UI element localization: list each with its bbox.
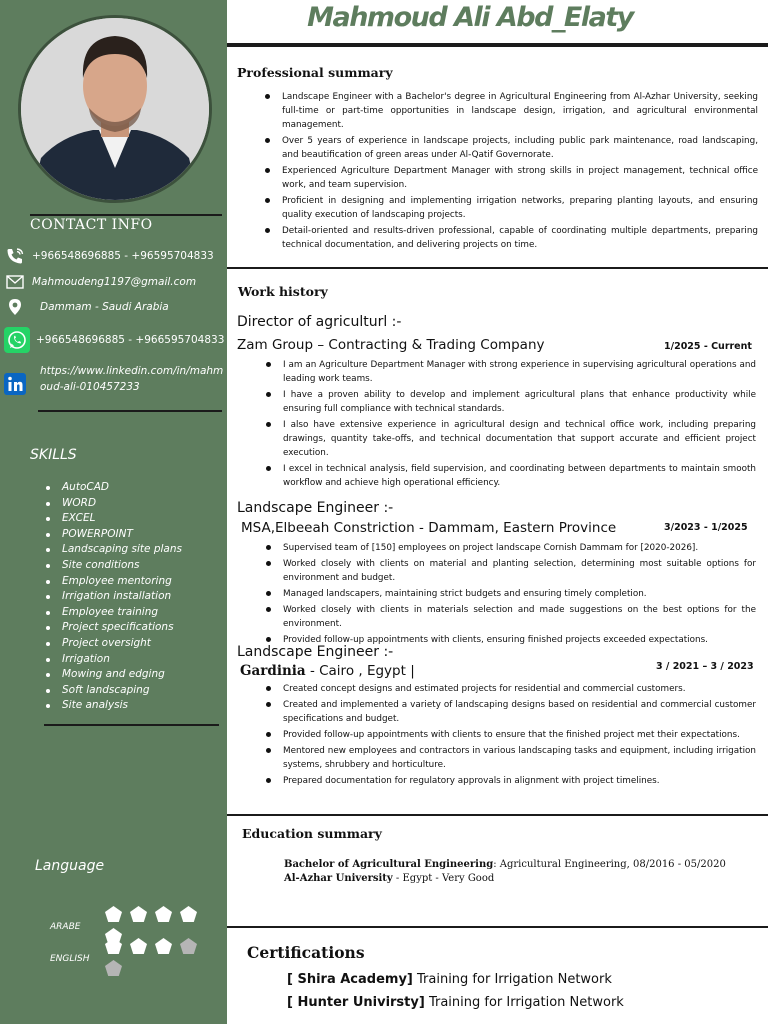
contact-title: CONTACT INFO	[30, 217, 153, 233]
rating-filled-icon	[154, 937, 173, 955]
skill-item: Project oversight	[46, 636, 182, 652]
duty-item: Worked closely with clients on material and planting selection, determining most suitable options for environment and budget.	[263, 557, 756, 585]
duty-item: I have a proven ability to develop and implement agricultural plans that enhance productivity while ensuring full compliance with technical standards.	[263, 388, 756, 416]
education-title: Education summary	[242, 826, 382, 841]
summary-item: Over 5 years of experience in landscape projects, including public park maintenance, road landscaping, and beautification of green areas under Al-Qatif Governorate.	[262, 134, 758, 162]
rating	[104, 937, 227, 981]
rating-filled-icon	[129, 905, 148, 923]
job-company-location: - Cairo , Egypt |	[305, 663, 415, 679]
skills-title: SKILLS	[30, 447, 77, 463]
certification-item	[287, 972, 612, 987]
divider	[38, 410, 222, 412]
degree-name: Bachelor of Agricultural Engineering	[284, 859, 494, 870]
whatsapp-text: +966548696885 - +966595704833	[36, 334, 225, 346]
skill-item: Landscaping site plans	[46, 542, 182, 558]
duty-item: Created concept designs and estimated projects for residential and commercial customers.	[263, 682, 756, 696]
rating-empty-icon	[179, 937, 198, 955]
location-pin-icon	[4, 296, 26, 318]
summary-title: Professional summary	[237, 65, 393, 80]
skill-item: Mowing and edging	[46, 667, 182, 683]
language-name: ENGLISH	[50, 954, 90, 964]
skill-item: Site conditions	[46, 558, 182, 574]
summary-item: Experienced Agriculture Department Manager with strong skills in project management, technical office work, and team supervision.	[262, 164, 758, 192]
skill-item: Employee training	[46, 605, 182, 621]
job-date: 1/2025 - Current	[664, 341, 752, 352]
job-company-name: Gardinia	[240, 663, 306, 679]
duty-item: Managed landscapers, maintaining strict budgets and ensuring timely completion.	[263, 587, 756, 601]
job-title: Director of agriculturl :-	[237, 314, 402, 330]
school-details: - Egypt - Very Good	[392, 873, 495, 884]
skill-item: Project specifications	[46, 620, 182, 636]
language-name: ARABE	[50, 922, 81, 932]
profile-photo-image	[21, 18, 209, 200]
job-company	[241, 520, 616, 536]
cert-course: Training for Irrigation Network	[424, 995, 624, 1010]
envelope-icon	[4, 271, 26, 293]
rating-filled-icon	[104, 937, 123, 955]
job-company-name: MSA,Elbeeah Constriction	[241, 520, 415, 536]
duty-item: Provided follow-up appointments with clients, ensuring finished projects exceeded expectations.	[263, 633, 756, 647]
location-text: Dammam - Saudi Arabia	[40, 301, 169, 313]
job-company-location: - Dammam, Eastern Province	[414, 520, 617, 536]
cert-course: Training for Irrigation Network	[412, 972, 612, 987]
skill-item: Irrigation installation	[46, 589, 182, 605]
email-text: Mahmoudeng1197@gmail.com	[32, 276, 197, 288]
duty-item: Mentored new employees and contractors in various landscaping tasks and equipment, including irrigation systems, shrubbery and horticulture.	[263, 744, 756, 772]
skill-item: Employee mentoring	[46, 574, 182, 590]
job-title: Landscape Engineer :-	[237, 644, 394, 660]
job-duties-list	[263, 358, 756, 492]
duty-item: Provided follow-up appointments with clients to ensure that the finished project met their expectations.	[263, 728, 756, 742]
skill-item: AutoCAD	[46, 480, 182, 496]
job-date: 3 / 2021 – 3 / 2023	[656, 661, 754, 672]
contact-whatsapp[interactable]	[4, 329, 224, 351]
rating-empty-icon	[104, 959, 123, 977]
education-entry	[284, 858, 726, 886]
language-title: Language	[35, 858, 105, 874]
certifications-title: Certifications	[247, 943, 365, 962]
job-duties-list	[263, 541, 756, 649]
sidebar	[0, 0, 227, 1024]
job-duties-list	[263, 682, 756, 790]
duty-item: Prepared documentation for regulatory approvals in alignment with project timelines.	[263, 774, 756, 788]
skill-item: Soft landscaping	[46, 683, 182, 699]
duty-item: Supervised team of [150] employees on project landscape Cornish Dammam for [2020-2026].	[263, 541, 756, 555]
certification-item	[287, 995, 624, 1010]
summary-item: Proficient in designing and implementing irrigation networks, preparing planting layouts, and ensuring quality execution of landscaping projects.	[262, 194, 758, 222]
linkedin-icon	[4, 373, 26, 395]
degree-details: : Agricultural Engineering, 08/2016 - 05/2020	[493, 859, 726, 870]
person-name: Mahmoud Ali Abd_Elaty	[307, 2, 633, 33]
rating-filled-icon	[154, 905, 173, 923]
skill-item: WORD	[46, 496, 182, 512]
language-row-english	[50, 937, 227, 981]
linkedin-url[interactable]: https://www.linkedin.com/in/mahmoud-ali-010457233	[40, 365, 224, 393]
contact-email[interactable]	[4, 271, 196, 293]
duty-item: I am an Agriculture Department Manager with strong experience in supervising agricultural operations and leading work teams.	[263, 358, 756, 386]
whatsapp-icon	[4, 327, 30, 353]
contact-location	[4, 296, 169, 318]
divider	[44, 724, 219, 726]
summary-item: Landscape Engineer with a Bachelor's degree in Agricultural Engineering from Al-Azhar University, seeking full-time or part-time opportunities in landscape design, irrigation, and agricultural environmental management.	[262, 90, 758, 132]
skill-item: EXCEL	[46, 511, 182, 527]
job-title: Landscape Engineer :-	[237, 500, 394, 516]
phone-icon	[4, 245, 26, 267]
profile-photo	[18, 15, 212, 203]
duty-item: I also have extensive experience in agricultural design and technical office work, including preparing drawings, quantity take-offs, and technical documentation that support accurate and efficient project execution.	[263, 418, 756, 460]
duty-item: Worked closely with clients in materials selection and made suggestions on the best options for the environment.	[263, 603, 756, 631]
skill-item: Site analysis	[46, 698, 182, 714]
summary-list	[262, 90, 758, 254]
job-company: Zam Group – Contracting & Trading Company	[237, 337, 545, 353]
school-name: Al-Azhar University	[284, 873, 393, 884]
rating-filled-icon	[179, 905, 198, 923]
summary-item: Detail-oriented and results-driven professional, capable of coordinating multiple departments, preparing technical documentation, and delivering projects on time.	[262, 224, 758, 252]
cert-org: [ Shira Academy]	[287, 972, 413, 987]
header-rule	[227, 43, 768, 47]
skills-list	[46, 480, 182, 714]
rating-filled-icon	[104, 905, 123, 923]
phone-text: +966548696885 - +96595704833	[32, 250, 214, 262]
cert-org: [ Hunter Univirsty]	[287, 995, 425, 1010]
contact-phone[interactable]	[4, 245, 214, 267]
section-divider	[227, 267, 768, 269]
rating-filled-icon	[129, 937, 148, 955]
duty-item: Created and implemented a variety of landscaping designs based on residential and commercial customer specifications and budget.	[263, 698, 756, 726]
skill-item: POWERPOINT	[46, 527, 182, 543]
section-divider	[227, 926, 768, 928]
job-company	[240, 663, 415, 679]
contact-linkedin[interactable]	[4, 373, 32, 395]
job-date: 3/2023 - 1/2025	[664, 522, 748, 533]
divider	[30, 214, 222, 216]
section-divider	[227, 814, 768, 816]
work-title: Work history	[238, 284, 328, 299]
duty-item: I excel in technical analysis, field supervision, and coordinating between departments to maintain smooth workflow and achieve high operational efficiency.	[263, 462, 756, 490]
skill-item: Irrigation	[46, 652, 182, 668]
